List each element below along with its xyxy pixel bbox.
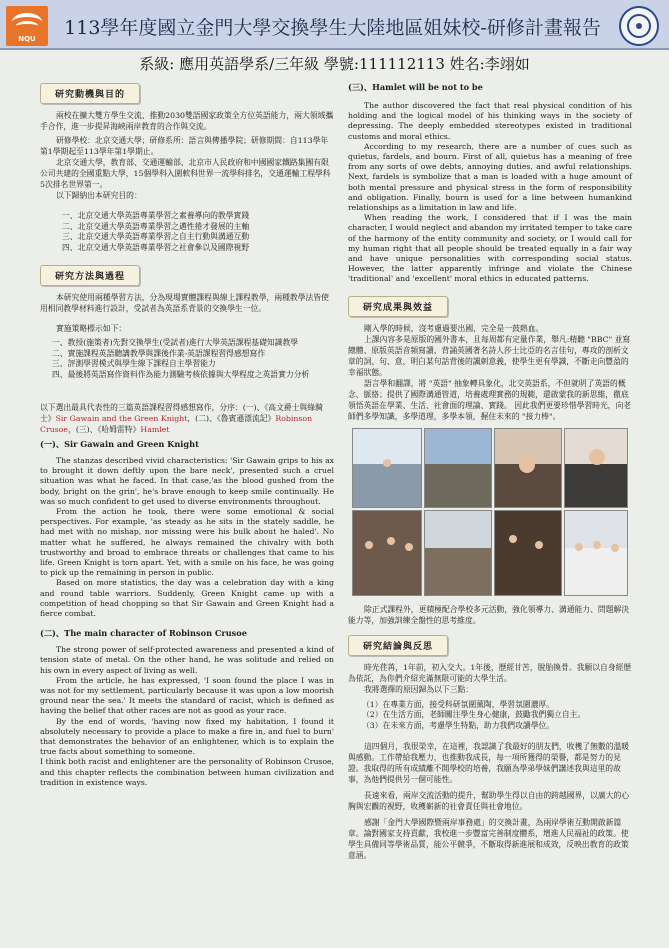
title-crusoe: Robinson Crusoe	[40, 414, 313, 434]
conclusion-p1: 時光荏苒，1年前，初入交大。1年後，歷經甘苦，脫胎換骨。我願以自身經歷為依託，為你們介紹充滿無限可能的大學生活。	[348, 662, 632, 683]
crusoe-p1: The strong power of self-protected awareness and presented a kind of tension state of metal. On the other hand, he was solitude and relied on his own in every aspect of living as well.	[40, 645, 334, 675]
steps-list	[40, 338, 334, 380]
list-item: 一、教授(施策者)先對交換學生(受試者)進行大學英語課程基礎知識教學	[52, 338, 299, 347]
gawain-p1: The stanzas described vivid characteristics: 'Sir Gawain grips to his ax to brought it down deftly upon the bare neck', presented such a cruel situation was what he faced. In that case,'as the blood gushed from the body, bright on the grin', he's brave enough to keep smile continually. He was so much confident to get used to diverse environments throughout.	[40, 456, 334, 506]
photo-restaurant	[494, 510, 562, 596]
list-item: 四、最後將英語寫作資料作為能力測驗考核依據與大學程度之英語實力分析	[52, 369, 310, 379]
section-heading-motivation: 研究動機與目的	[40, 83, 140, 104]
list-item: （3）在未來方面，考慮學生特點，助力我們攻讀學位。	[362, 720, 555, 730]
conclusion-p5: 感謝「金門大學國際暨兩岸事務處」的交換計畫，為兩岸學術互動開啟新篇章。論對國家支持貢獻，我校進一步豐富完善制度體系，增進人民福祉的政策。使學生具備同等學術品質，能公平競爭，不斷取得新進展和成效，反映出教育的政策意涵。	[348, 818, 629, 861]
logo-text: NQU	[18, 35, 36, 43]
photo-dinner	[352, 510, 422, 596]
hamlet-p2: According to my research, there are a number of cues such as quietus, fardels, and bourn. First of all, quietus has a meaning of free from any sorts of owe debts, annoying duties, and awful relationships. Next, fardels is symbolize that a man is loaded with a huge amount of both mental pressure and physical stress in the form of responsibility and obligation. Finally, bourn is used for a line between humankind relationships as a limitation in law and life.	[348, 141, 632, 213]
list-item: 一、北京交通大學英語專業學習之素養導向的教學實踐	[62, 211, 250, 220]
gawain-p3: Based on more statistics, the day was a celebration day with a king and round table warriors. Suddenly, Green Knight came up with a competition of head chopping so that Sir Gawain and Green Knight had a fierce combat.	[40, 578, 334, 619]
list-item: 二、北京交通大學英語專業學習之邁性捲才發展的主軸	[62, 221, 250, 231]
list-item: 四、北京交通大學英語專業學習之社會參以及國際視野	[62, 242, 250, 252]
gawain-p2: From the action he took, there were some emotional & social perspectives. For example, 'as steady as he sits in the stately saddle, he had met with no mishap, nor missing were his bulk about he haled'. No matter what he suffered, he always remained the chivalry with both trustworthy and broad to embrace threats or challenges that came to his life. Green Knight is torn apart. Yet, with a smile on his face, he was going to pick up the remaining in person in public.	[40, 507, 334, 578]
motivation-p1: 兩校在擴大雙方學生交流、推動2030雙語國家政策全方位英語能力，兩大領域攜手合作，進一步提昇海峽兩岸教育的合作與交流。	[40, 111, 334, 131]
list-item: 三、北京交通大學英語專業學習之自主行動與溝通互動	[62, 232, 250, 241]
crusoe-p2: From the article, he has expressed, 'I soon found the place I was in was not for my settlement, particularly because it was upon a low moorish ground near the sea.' It meets the standard of racist, which is defined as having the belief that other races are not as good as your race.	[40, 675, 334, 716]
university-logo-icon	[6, 6, 48, 46]
photo-campus-gate	[424, 428, 492, 508]
hamlet-p3: When reading the work, I considered that if I was the main character, I would neglect and abandon my irritated temper to take care of the harmony of the entity community and society, or I would call for my human right that all people should be treated equally in a fair way and have unique personalities with corresponding social status. However, the latter apparently infringe and violate the Chinese 'traditional' and 'excellent' moral ethics in educated patterns.	[348, 213, 632, 284]
crusoe-heading: (二)、The main character of Robinson Crusoe	[40, 628, 247, 639]
section-heading-methods: 研究方法與過程	[40, 265, 140, 286]
conclusion-p3: 這四個月，我很榮幸，在這裡，我認識了我最好的朋友們，收穫了無數的溫暖與感動。工作帶給我壓力，也推動我成長，每一項所獲得的榮譽，都是努力的見證。我取得的所有成績離不開學校的培養，我願為學弟學妹們講述我與這里的故事，為他們提供另一個可能性。	[348, 742, 630, 785]
page-title: 113學年度國立金門大學交換學生大陸地區姐妹校-研修計畫報告	[64, 17, 601, 39]
motivation-p2: 研修學校：北京交通大學；研修系所：語言與傳播學院；研修期間：自113學年第1學期起至113學年第1學期止。	[40, 136, 329, 156]
motivation-p4: 以下歸納出本研究目的：	[56, 191, 142, 200]
section-heading-conclusion: 研究結論與反思	[348, 635, 448, 656]
methods-p2: 實施策略標示如下：	[56, 324, 127, 333]
methods-p3: 以下選出最具代表性的三篇英語課程習得感想寫作，分序：(一)、《高文爵士與綠騎士》Sir Gawain and the Green Knight，(二)、《魯賓遜漂流記》Robinson Crusoe，(三)、《哈姆雷特》Hamlet	[40, 403, 323, 434]
goals-list	[40, 211, 334, 253]
photo-selfie	[494, 428, 562, 508]
conclusion-p4: 長遠來看，兩岸交流活動的提升，幫助學生得以自由的跨越國界，以廣大的心胸與宏觀的視野，收穫嶄新的社會責任與社會地位。	[348, 791, 630, 812]
student-info: 系級: 應用英語學系/三年級 學號:111112113 姓名:李翊如	[139, 55, 530, 73]
hamlet-heading: (三)、Hamlet will be not to be	[348, 82, 483, 92]
list-item: 二、實施課程英語聽講教學與課後作業-英語課程習得感想寫作	[52, 348, 266, 358]
methods-p1: 本研究使用兩種學習方法，分為現場實體課程與線上課程教學，兩種教學法皆使用相同教學材料進行設計，受試者為英語系背景的交換學生一位。	[40, 293, 329, 313]
results-p1: 剛入學的時候，沒考慮過要出國，完全是一鼓熱血。	[364, 323, 544, 333]
gawain-heading: (一)、Sir Gawain and Green Knight	[40, 439, 199, 449]
results-p2: 上課內容多是原版的國外書本，且每周都有定量作業，舉凡:精聽 "BBC" 並寫總體、原版英語音頻寫讀、背誦英國著名詩人莎士比亞的名言佳句，專攻的剖析文章的詞、句、意，明白某句話背後的諷刺意義，使學生更有學識，不斷走向豐盈的幸福狀態。	[348, 334, 631, 377]
photo-portrait	[564, 428, 628, 508]
motivation-p3: 北京交通大學，教育部、交通運輸部、北京市人民政府和中國國家鐵路集團有限公司共建的全國重點大學，15個學科入圍軟科世界一流學科排名，交通運輸工程學科5次排名世界第一。	[40, 158, 331, 189]
reasons-list	[348, 700, 632, 732]
section-heading-results: 研究成果與效益	[348, 296, 448, 317]
hamlet-p1: The author discovered the fact that real physical condition of his holding and the logical model of his thinking ways in the society of depressing. The deeply embedded stereotypes existed in traditional customs and moral ethics.	[348, 101, 632, 141]
results-p4: 除正式課程外，更積極配合學校多元活動，強化領導力、溝通能力、問題解決能力等，加強訓練全盤性的思考維度。	[348, 604, 630, 625]
title-gawain: Sir Gawain and the Green Knight	[55, 414, 188, 423]
crusoe-p3: By the end of words, 'having now fixed my habitation, I found it absolutely necessary to provide a place to make a fire in, and fuel to burn' that demonstrates the behavior of an enlightener, which is to explain the true facts about something to someone.	[40, 716, 334, 757]
crusoe-p4: I think both racist and enlightener are the personality of Robinson Crusoe, and this chapter reflects the combination between human civilization and tradition in existence ways.	[40, 757, 334, 787]
header-bar	[0, 0, 669, 50]
photo-group-snow	[352, 428, 422, 508]
results-p3: 語言學和翻譯，將 "英語" 抽象轉具象化，北交英語系，不但就明了英語的概念、脈絡；提供了國際溝通管道，培養處理實務的規範，還啟蒙我的新思維，徹底領悟英語在學業、生活、社會面的理論、實踐。 因此我們更要珍惜學習時光，向老師們多學知識，多學道理，多學本領，握住未來的 "接力棒"。	[348, 378, 632, 421]
title-hamlet: Hamlet	[140, 425, 170, 434]
conclusion-p2: 我將選擇的原因歸為以下三點：	[364, 684, 474, 694]
photo-group-white	[564, 510, 628, 596]
right-column	[348, 82, 632, 861]
list-item: 三、評測學習模式與學生線下課程自主學習能力	[52, 359, 216, 368]
list-item: （2）在生活方面，老師關注學生身心健康，鼓勵我們獨立自主。	[362, 710, 586, 720]
list-item: （1）在專業方面，接受科研氛圍薰陶，學習氛圍濃厚。	[362, 699, 555, 709]
partner-seal-icon	[619, 6, 659, 46]
photo-collage	[352, 428, 628, 596]
photo-group-bus	[424, 510, 492, 596]
left-column	[40, 82, 334, 788]
